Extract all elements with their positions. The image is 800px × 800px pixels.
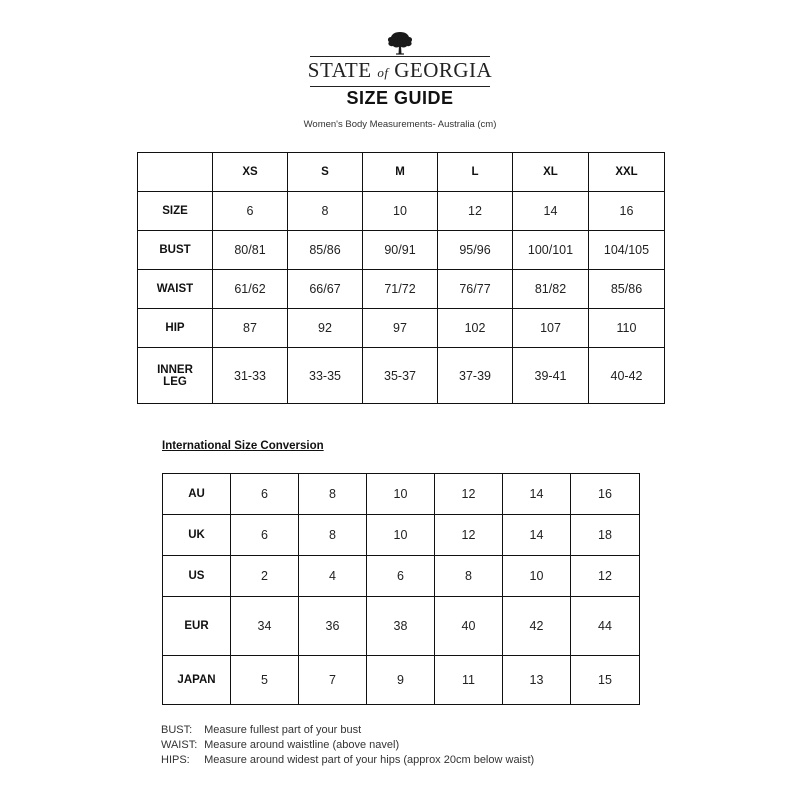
note-key: WAIST: [161, 739, 198, 751]
table-cell: 12 [438, 192, 513, 231]
brand-name [300, 57, 500, 86]
table-cell: 8 [299, 515, 367, 556]
table-cell: 6 [213, 192, 288, 231]
row-header: JAPAN [163, 656, 231, 705]
brand-name-right: GEORGIA [394, 58, 493, 82]
table-cell: 87 [213, 309, 288, 348]
note-key: BUST: [161, 724, 193, 736]
table-cell: 8 [288, 192, 363, 231]
row-header: WAIST [138, 270, 213, 309]
table-cell: 40 [435, 597, 503, 656]
row-header: US [163, 556, 231, 597]
table-cell: 66/67 [288, 270, 363, 309]
table-cell: 5 [231, 656, 299, 705]
table-cell: 12 [435, 474, 503, 515]
brand-name-of: of [377, 65, 389, 80]
table-row [163, 515, 640, 556]
note-bust [161, 723, 534, 738]
table-cell: 100/101 [513, 231, 589, 270]
table-cell: 10 [503, 556, 571, 597]
conversion-table [162, 473, 640, 705]
tree-icon [385, 30, 415, 56]
table-row [163, 556, 640, 597]
row-header: SIZE [138, 192, 213, 231]
table-cell: 81/82 [513, 270, 589, 309]
table-cell: 110 [589, 309, 665, 348]
table-cell: 37-39 [438, 348, 513, 404]
note-key: HIPS: [161, 754, 190, 766]
table-row [163, 474, 640, 515]
table-cell: 35-37 [363, 348, 438, 404]
table-cell: 10 [367, 474, 435, 515]
table-cell: 18 [571, 515, 640, 556]
row-header: INNER LEG [138, 348, 213, 404]
size-table [137, 152, 665, 404]
note-text: Measure around widest part of your hips (approx 20cm below waist) [204, 754, 535, 766]
table-cell: 11 [435, 656, 503, 705]
row-header: UK [163, 515, 231, 556]
table-cell: 44 [571, 597, 640, 656]
logo-rule-bottom [310, 86, 490, 87]
table-cell: 38 [367, 597, 435, 656]
table-cell: 12 [435, 515, 503, 556]
table-corner-cell [138, 153, 213, 192]
table-cell: 31-33 [213, 348, 288, 404]
table-cell: 8 [435, 556, 503, 597]
table-cell: 2 [231, 556, 299, 597]
table-row [138, 192, 665, 231]
note-waist [161, 738, 534, 753]
table-cell: 95/96 [438, 231, 513, 270]
brand-name-left: STATE [307, 58, 372, 82]
table-cell: 61/62 [213, 270, 288, 309]
table-row [138, 270, 665, 309]
table-cell: 34 [231, 597, 299, 656]
row-header: AU [163, 474, 231, 515]
table-cell: 36 [299, 597, 367, 656]
table-cell: 97 [363, 309, 438, 348]
table-header-row [138, 153, 665, 192]
measurement-notes [161, 723, 534, 768]
table-cell: 102 [438, 309, 513, 348]
conversion-title: International Size Conversion [162, 440, 324, 452]
row-header: EUR [163, 597, 231, 656]
table-cell: 71/72 [363, 270, 438, 309]
column-header: XL [513, 153, 589, 192]
table-cell: 12 [571, 556, 640, 597]
table-cell: 107 [513, 309, 589, 348]
table-cell: 14 [503, 474, 571, 515]
table-cell: 92 [288, 309, 363, 348]
note-text: Measure around waistline (above navel) [204, 739, 400, 751]
table-cell: 4 [299, 556, 367, 597]
table-cell: 104/105 [589, 231, 665, 270]
table-row [163, 656, 640, 705]
page-title: SIZE GUIDE [346, 88, 454, 108]
table-cell: 7 [299, 656, 367, 705]
row-header: BUST [138, 231, 213, 270]
table-cell: 6 [367, 556, 435, 597]
table-cell: 85/86 [589, 270, 665, 309]
table-cell: 16 [589, 192, 665, 231]
table-cell: 6 [231, 515, 299, 556]
table-cell: 15 [571, 656, 640, 705]
note-text: Measure fullest part of your bust [204, 724, 362, 736]
table-cell: 10 [367, 515, 435, 556]
table-row [163, 597, 640, 656]
table-cell: 76/77 [438, 270, 513, 309]
table-cell: 8 [299, 474, 367, 515]
column-header: S [288, 153, 363, 192]
table-row [138, 231, 665, 270]
table-cell: 16 [571, 474, 640, 515]
page-subtitle: Women's Body Measurements- Australia (cm) [303, 119, 497, 130]
column-header: L [438, 153, 513, 192]
row-header: HIP [138, 309, 213, 348]
table-cell: 14 [513, 192, 589, 231]
table-cell: 33-35 [288, 348, 363, 404]
column-header: XXL [589, 153, 665, 192]
brand-logo [300, 30, 500, 87]
table-row [138, 348, 665, 404]
table-cell: 6 [231, 474, 299, 515]
column-header: M [363, 153, 438, 192]
column-header: XS [213, 153, 288, 192]
table-cell: 14 [503, 515, 571, 556]
table-cell: 90/91 [363, 231, 438, 270]
table-row [138, 309, 665, 348]
table-cell: 80/81 [213, 231, 288, 270]
table-cell: 39-41 [513, 348, 589, 404]
table-cell: 40-42 [589, 348, 665, 404]
table-cell: 85/86 [288, 231, 363, 270]
table-cell: 13 [503, 656, 571, 705]
table-cell: 9 [367, 656, 435, 705]
note-hips [161, 753, 534, 768]
table-cell: 42 [503, 597, 571, 656]
table-cell: 10 [363, 192, 438, 231]
